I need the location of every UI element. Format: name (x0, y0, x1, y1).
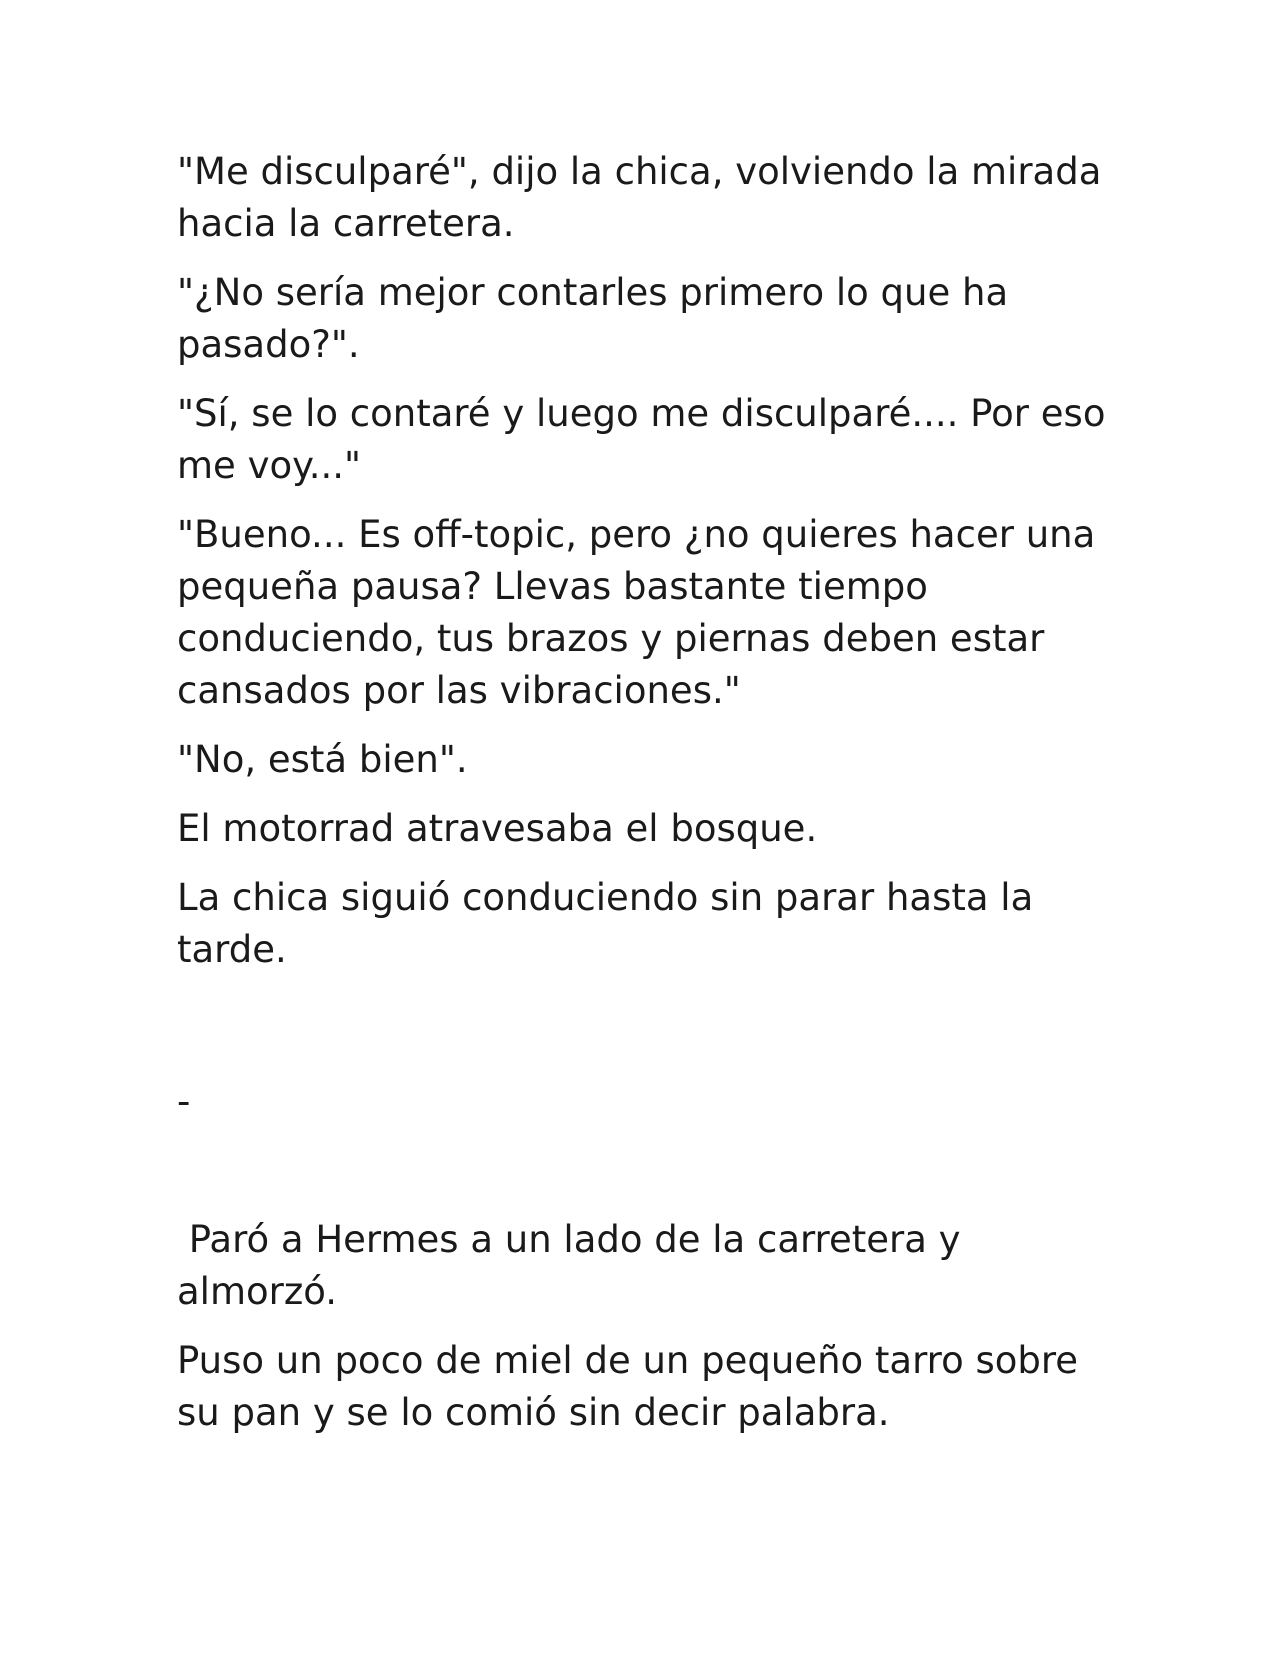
paragraph: Puso un poco de miel de un pequeño tarro sobre su pan y se lo comió sin decir palabra. (177, 1339, 1079, 1434)
paragraph: "Bueno... Es off-topic, pero ¿no quieres hacer una pequeña pausa? Llevas bastante tiempo conduciendo, tus brazos y piernas deben estar cansados por las vibraciones." (177, 513, 1096, 712)
paragraph: "Sí, se lo contaré y luego me disculparé.... Por eso me voy..." (177, 392, 1106, 487)
section-after-break (177, 1214, 1107, 1456)
paragraph: Paró a Hermes a un lado de la carretera y almorzó. (177, 1218, 973, 1313)
document-page (177, 146, 1107, 1434)
paragraph: El motorrad atravesaba el bosque. (177, 807, 818, 850)
paragraph: "Me disculparé", dijo la chica, volviendo la mirada hacia la carretera. (177, 150, 1102, 245)
scene-separator: - (177, 1080, 191, 1123)
paragraph: La chica siguió conduciendo sin parar hasta la tarde. (177, 876, 1034, 971)
paragraph: "No, está bien". (177, 738, 468, 781)
paragraph: "¿No sería mejor contarles primero lo que ha pasado?". (177, 271, 1009, 366)
